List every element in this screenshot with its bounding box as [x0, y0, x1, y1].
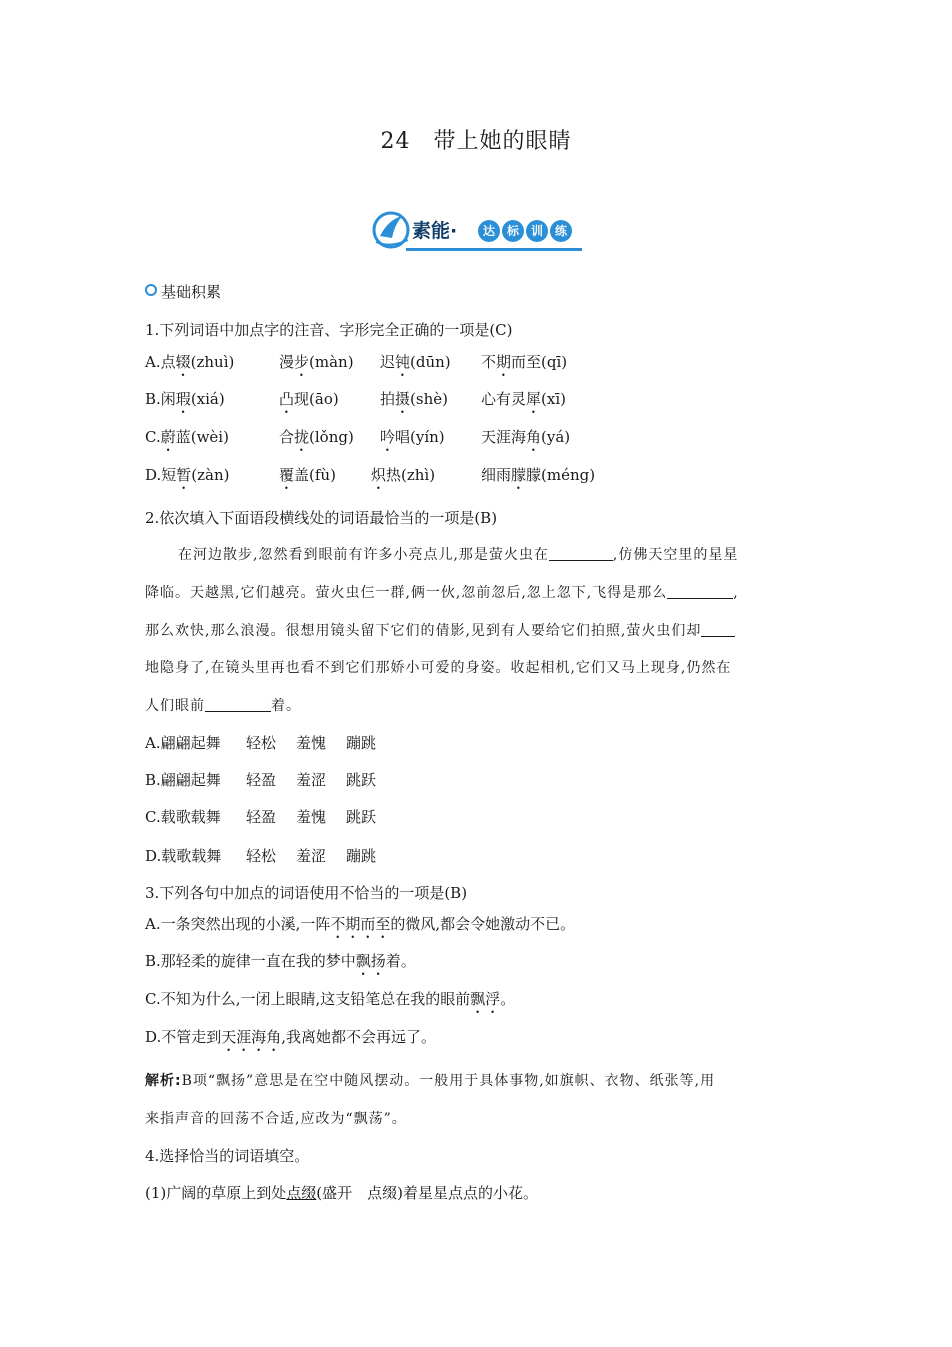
q1-option-a-2: 漫步(màn): [279, 353, 354, 371]
q1-option-a-3: 迟钝(dūn): [380, 353, 451, 371]
q1-option-c-3: 吟唱(yín): [380, 428, 445, 446]
blank-1: [549, 546, 613, 561]
q3-option-d: D.不管走到天涯海角,我离她都不会再远了。: [145, 1028, 437, 1046]
q2-option-d-word-4: 蹦跳: [346, 847, 377, 865]
q2-option-b-word-4: 跳跃: [346, 771, 377, 789]
q2-option-c-word-3: 羞愧: [296, 808, 327, 826]
q1-option-c-1: C.蔚蓝(wèi): [145, 428, 229, 446]
q1-option-d-3: 炽热(zhì): [371, 466, 436, 484]
q1-option-c-4: 天涯海角(yá): [481, 428, 571, 446]
badge-chip-2: 标: [502, 220, 524, 242]
q1-option-d-1: D.短暂(zàn): [145, 466, 230, 484]
q2-option-c-word-2: 轻盈: [246, 808, 277, 826]
q2-stem: 2.依次填入下面语段横线处的词语最恰当的一项是(B): [145, 509, 498, 527]
badge-chip-4: 练: [550, 220, 572, 242]
badge-chip-1: 达: [478, 220, 500, 242]
q2-passage-line-4: 地隐身了,在镜头里再也看不到它们那娇小可爱的身姿。收起相机,它们又马上现身,仍然在: [145, 660, 732, 676]
q1-option-a-4: 不期而至(qī): [481, 353, 568, 371]
blank-4: [205, 697, 271, 712]
q2-passage-line-2: 降临。天越黑,它们越亮。萤火虫仨一群,俩一伙,忽前忽后,忽上忽下,飞得是那么 ,: [145, 585, 739, 601]
section-badge: [370, 206, 582, 254]
swan-logo-icon: [370, 206, 412, 252]
q1-option-a-1: A.点辍(zhuì): [145, 353, 235, 371]
q1-stem: 1.下列词语中加点字的注音、字形完全正确的一项是(C): [145, 321, 513, 339]
q2-option-a-word-4: 蹦跳: [346, 734, 377, 752]
q2-option-d-word-3: 羞涩: [296, 847, 327, 865]
q1-option-d-2: 覆盖(fù): [279, 466, 336, 484]
badge-chip-3: 训: [526, 220, 548, 242]
analysis-label: 解析:: [145, 1073, 182, 1089]
analysis-line-1: 解析:B项“飘扬”意思是在空中随风摆动。一般用于具体事物,如旗帜、衣物、纸张等,用: [145, 1073, 716, 1089]
section-heading: 基础积累: [145, 281, 221, 302]
analysis-line-2: 来指声音的回荡不合适,应改为“飘荡”。: [145, 1111, 407, 1127]
q2-option-a-word-1: A.翩翩起舞: [145, 734, 221, 752]
q3-option-c: C.不知为什么,一闭上眼睛,这支铅笔总在我的眼前飘浮。: [145, 990, 516, 1008]
q2-option-b-word-1: B.翩翩起舞: [145, 771, 221, 789]
blank-3: [701, 622, 735, 637]
q2-option-b-word-3: 羞涩: [296, 771, 327, 789]
q1-option-b-3: 拍摄(shè): [380, 390, 448, 408]
q2-option-d-word-1: D.载歌载舞: [145, 847, 222, 865]
q4-sentence-1: (1)广阔的草原上到处点缀(盛开 点缀)着星星点点的小花。: [145, 1184, 538, 1202]
q1-option-b-4: 心有灵犀(xī): [481, 390, 566, 408]
q2-option-a-word-2: 轻松: [246, 734, 277, 752]
q2-option-a-word-3: 羞愧: [296, 734, 327, 752]
q1-option-b-2: 凸现(āo): [279, 390, 339, 408]
page-title: 24 带上她的眼睛: [380, 129, 572, 154]
q3-stem: 3.下列各句中加点的词语使用不恰当的一项是(B): [145, 884, 468, 902]
q2-passage-line-5: 人们眼前 着。: [145, 698, 301, 714]
q2-option-c-word-1: C.载歌载舞: [145, 808, 221, 826]
q3-option-b: B.那轻柔的旋律一直在我的梦中飘扬着。: [145, 952, 416, 970]
q1-option-c-2: 合拢(lǒng): [279, 428, 354, 446]
q2-option-b-word-2: 轻盈: [246, 771, 277, 789]
q2-option-c-word-4: 跳跃: [346, 808, 377, 826]
q2-passage-line-3: 那么欢快,那么浪漫。很想用镜头留下它们的倩影,见到有人要给它们拍照,萤火虫们却: [145, 620, 735, 640]
blank-2: [667, 584, 733, 599]
q1-option-b-1: B.闲瑕(xiá): [145, 390, 225, 408]
q2-option-d-word-2: 轻松: [246, 847, 277, 865]
q4-stem: 4.选择恰当的词语填空。: [145, 1147, 310, 1165]
q3-option-a: A.一条突然出现的小溪,一阵不期而至的微风,都会令她激动不已。: [145, 915, 576, 933]
badge-main: 素能·: [412, 220, 458, 242]
answer-underlined: 点缀: [286, 1184, 317, 1202]
badge-underline: [406, 248, 582, 251]
q1-option-d-4: 细雨朦朦(méng): [481, 466, 596, 484]
q2-passage-line-1: 在河边散步,忽然看到眼前有许多小亮点儿,那是萤火虫在 ,仿佛天空里的星星: [178, 547, 739, 563]
circle-icon: [145, 284, 157, 296]
